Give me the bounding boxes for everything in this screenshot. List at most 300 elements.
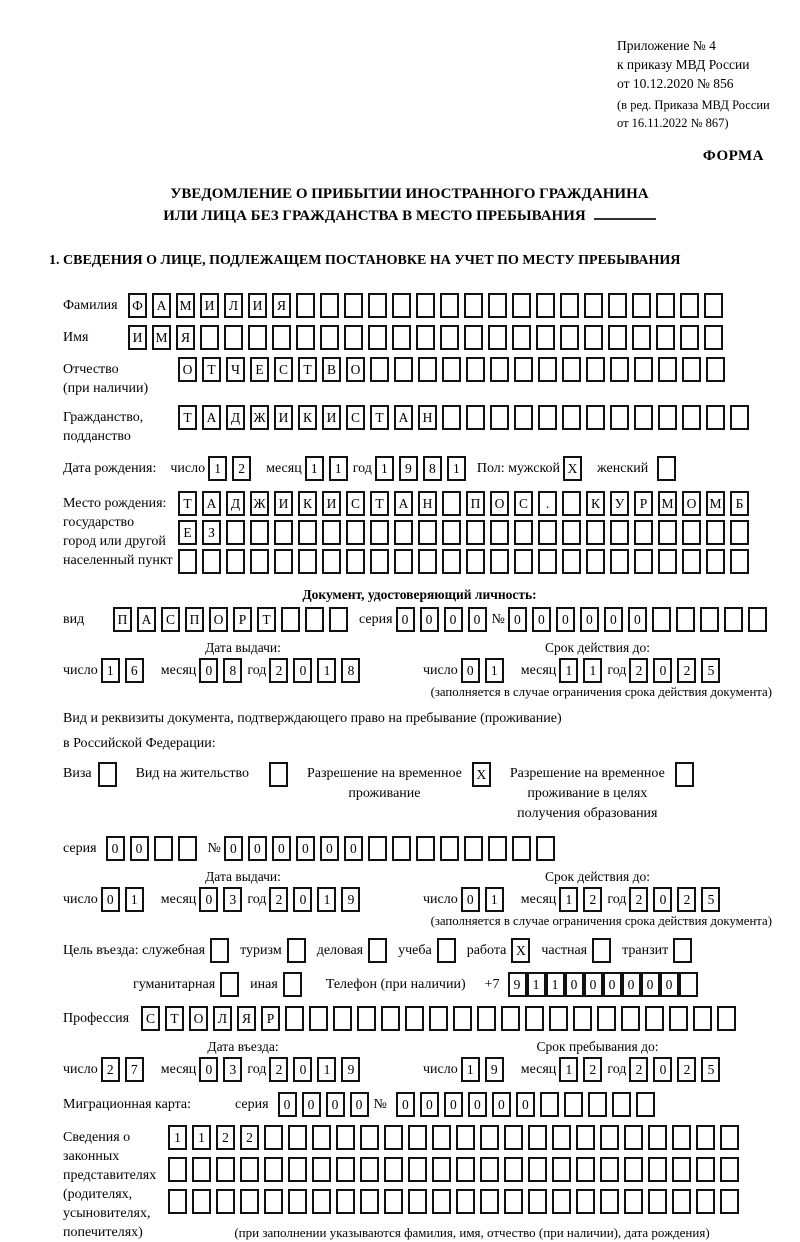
residence-permit-checkbox[interactable] — [269, 762, 293, 787]
char-cell[interactable]: Р — [634, 491, 653, 516]
permit-number-boxes[interactable] — [224, 836, 560, 861]
char-cell[interactable]: 9 — [508, 972, 527, 997]
char-cell[interactable] — [408, 1125, 427, 1150]
char-cell[interactable] — [562, 405, 581, 430]
char-cell[interactable] — [621, 1006, 640, 1031]
purpose-work-checkbox[interactable] — [511, 938, 530, 963]
purpose-humanitarian-checkbox[interactable] — [220, 972, 239, 997]
char-cell[interactable]: Е — [178, 520, 197, 545]
char-cell[interactable] — [538, 520, 557, 545]
char-cell[interactable] — [682, 405, 701, 430]
char-cell[interactable] — [608, 293, 627, 318]
char-cell[interactable] — [224, 325, 243, 350]
char-cell[interactable]: Я — [176, 325, 195, 350]
char-cell[interactable] — [512, 836, 531, 861]
char-cell[interactable] — [490, 357, 509, 382]
stay-day-boxes[interactable] — [461, 1057, 509, 1082]
char-cell[interactable]: К — [298, 405, 317, 430]
char-cell[interactable] — [480, 1125, 499, 1150]
char-cell[interactable]: 0 — [296, 836, 315, 861]
char-cell[interactable]: 5 — [701, 1057, 720, 1082]
char-cell[interactable]: Т — [370, 491, 389, 516]
char-cell[interactable]: 1 — [546, 972, 565, 997]
char-cell[interactable]: 0 — [653, 658, 672, 683]
char-cell[interactable] — [634, 549, 653, 574]
char-cell[interactable] — [573, 1006, 592, 1031]
char-cell[interactable] — [322, 549, 341, 574]
char-cell[interactable]: 0 — [641, 972, 660, 997]
char-cell[interactable] — [538, 357, 557, 382]
char-cell[interactable] — [440, 325, 459, 350]
char-cell[interactable] — [432, 1125, 451, 1150]
migration-card-series-boxes[interactable] — [278, 1092, 374, 1117]
char-cell[interactable]: А — [137, 607, 156, 632]
char-cell[interactable] — [634, 520, 653, 545]
char-cell[interactable] — [392, 836, 411, 861]
birth-month-boxes[interactable] — [305, 456, 353, 481]
char-cell[interactable] — [540, 1092, 559, 1117]
char-cell[interactable]: 0 — [603, 972, 622, 997]
permit-issue-month-boxes[interactable] — [199, 887, 247, 912]
char-cell[interactable] — [514, 520, 533, 545]
char-cell[interactable] — [346, 520, 365, 545]
char-cell[interactable]: Я — [237, 1006, 256, 1031]
char-cell[interactable] — [200, 325, 219, 350]
char-cell[interactable] — [586, 405, 605, 430]
char-cell[interactable] — [329, 607, 348, 632]
char-cell[interactable]: 1 — [305, 456, 324, 481]
char-cell[interactable]: 0 — [420, 1092, 439, 1117]
char-cell[interactable]: 0 — [302, 1092, 321, 1117]
patronymic-boxes[interactable] — [178, 357, 730, 382]
char-cell[interactable]: Я — [272, 293, 291, 318]
char-cell[interactable] — [192, 1157, 211, 1182]
char-cell[interactable]: 0 — [248, 836, 267, 861]
char-cell[interactable] — [525, 1006, 544, 1031]
char-cell[interactable] — [250, 549, 269, 574]
char-cell[interactable] — [730, 405, 749, 430]
char-cell[interactable] — [168, 1157, 187, 1182]
birthplace-boxes-row2[interactable] — [178, 520, 754, 545]
purpose-study-checkbox[interactable] — [437, 938, 456, 963]
char-cell[interactable] — [624, 1125, 643, 1150]
char-cell[interactable]: А — [394, 405, 413, 430]
char-cell[interactable] — [466, 549, 485, 574]
char-cell[interactable] — [394, 357, 413, 382]
birth-day-boxes[interactable] — [208, 456, 256, 481]
char-cell[interactable] — [477, 1006, 496, 1031]
char-cell[interactable] — [178, 836, 197, 861]
char-cell[interactable]: 0 — [444, 1092, 463, 1117]
char-cell[interactable]: 1 — [208, 456, 227, 481]
char-cell[interactable]: С — [514, 491, 533, 516]
char-cell[interactable] — [456, 1157, 475, 1182]
permit-valid-day-boxes[interactable] — [461, 887, 509, 912]
char-cell[interactable] — [588, 1092, 607, 1117]
char-cell[interactable] — [370, 549, 389, 574]
id-valid-day-boxes[interactable] — [461, 658, 509, 683]
char-cell[interactable] — [357, 1006, 376, 1031]
purpose-tourism-checkbox[interactable] — [287, 938, 306, 963]
char-cell[interactable] — [216, 1189, 235, 1214]
char-cell[interactable] — [586, 520, 605, 545]
char-cell[interactable]: И — [322, 405, 341, 430]
char-cell[interactable]: 0 — [532, 607, 551, 632]
char-cell[interactable] — [673, 938, 692, 963]
char-cell[interactable] — [528, 1125, 547, 1150]
char-cell[interactable] — [624, 1157, 643, 1182]
char-cell[interactable] — [658, 357, 677, 382]
char-cell[interactable]: 0 — [272, 836, 291, 861]
char-cell[interactable] — [706, 405, 725, 430]
char-cell[interactable] — [706, 549, 725, 574]
char-cell[interactable] — [576, 1157, 595, 1182]
char-cell[interactable]: 0 — [293, 887, 312, 912]
char-cell[interactable] — [336, 1157, 355, 1182]
birthplace-boxes-row3[interactable] — [178, 549, 754, 574]
char-cell[interactable] — [538, 405, 557, 430]
char-cell[interactable] — [704, 325, 723, 350]
doc-number-boxes[interactable] — [508, 607, 772, 632]
char-cell[interactable] — [240, 1189, 259, 1214]
char-cell[interactable]: 9 — [341, 1057, 360, 1082]
char-cell[interactable] — [504, 1189, 523, 1214]
char-cell[interactable] — [682, 357, 701, 382]
char-cell[interactable]: 1 — [317, 1057, 336, 1082]
char-cell[interactable]: П — [113, 607, 132, 632]
char-cell[interactable]: Ж — [250, 405, 269, 430]
char-cell[interactable]: Л — [213, 1006, 232, 1031]
char-cell[interactable] — [274, 520, 293, 545]
char-cell[interactable] — [480, 1189, 499, 1214]
char-cell[interactable] — [394, 520, 413, 545]
char-cell[interactable] — [466, 405, 485, 430]
char-cell[interactable] — [418, 357, 437, 382]
visa-checkbox[interactable] — [98, 762, 122, 787]
profession-boxes[interactable] — [141, 1006, 741, 1031]
char-cell[interactable] — [730, 549, 749, 574]
char-cell[interactable] — [634, 405, 653, 430]
char-cell[interactable]: 6 — [125, 658, 144, 683]
char-cell[interactable] — [264, 1157, 283, 1182]
char-cell[interactable]: М — [152, 325, 171, 350]
given-name-boxes[interactable] — [128, 325, 728, 350]
char-cell[interactable] — [287, 938, 306, 963]
char-cell[interactable] — [600, 1157, 619, 1182]
char-cell[interactable] — [392, 325, 411, 350]
char-cell[interactable] — [576, 1189, 595, 1214]
char-cell[interactable] — [748, 607, 767, 632]
char-cell[interactable] — [274, 549, 293, 574]
char-cell[interactable]: В — [322, 357, 341, 382]
char-cell[interactable] — [283, 972, 302, 997]
entry-day-boxes[interactable] — [101, 1057, 149, 1082]
char-cell[interactable] — [634, 357, 653, 382]
char-cell[interactable]: 2 — [583, 887, 602, 912]
representatives-boxes-row3[interactable] — [168, 1189, 744, 1214]
char-cell[interactable] — [480, 1157, 499, 1182]
char-cell[interactable] — [488, 836, 507, 861]
char-cell[interactable] — [536, 836, 555, 861]
char-cell[interactable]: . — [538, 491, 557, 516]
char-cell[interactable]: 0 — [199, 887, 218, 912]
entry-year-boxes[interactable] — [269, 1057, 365, 1082]
char-cell[interactable] — [675, 762, 694, 787]
char-cell[interactable] — [405, 1006, 424, 1031]
char-cell[interactable] — [336, 1125, 355, 1150]
char-cell[interactable]: И — [200, 293, 219, 318]
char-cell[interactable] — [624, 1189, 643, 1214]
char-cell[interactable]: 0 — [396, 1092, 415, 1117]
char-cell[interactable] — [704, 293, 723, 318]
sex-male-checkbox[interactable] — [563, 456, 587, 481]
char-cell[interactable]: X — [511, 938, 530, 963]
char-cell[interactable] — [216, 1157, 235, 1182]
migration-card-number-boxes[interactable] — [396, 1092, 660, 1117]
char-cell[interactable] — [98, 762, 117, 787]
char-cell[interactable] — [648, 1189, 667, 1214]
char-cell[interactable] — [442, 491, 461, 516]
char-cell[interactable] — [442, 520, 461, 545]
char-cell[interactable]: 2 — [677, 658, 696, 683]
char-cell[interactable]: Н — [418, 405, 437, 430]
char-cell[interactable] — [672, 1125, 691, 1150]
char-cell[interactable] — [264, 1189, 283, 1214]
char-cell[interactable] — [442, 405, 461, 430]
char-cell[interactable]: 0 — [584, 972, 603, 997]
char-cell[interactable] — [298, 520, 317, 545]
char-cell[interactable]: 5 — [701, 658, 720, 683]
sex-female-checkbox[interactable] — [657, 456, 681, 481]
char-cell[interactable]: 1 — [485, 887, 504, 912]
char-cell[interactable]: И — [248, 293, 267, 318]
char-cell[interactable] — [344, 325, 363, 350]
char-cell[interactable] — [693, 1006, 712, 1031]
char-cell[interactable] — [706, 520, 725, 545]
char-cell[interactable] — [528, 1157, 547, 1182]
char-cell[interactable] — [538, 549, 557, 574]
char-cell[interactable]: О — [682, 491, 701, 516]
char-cell[interactable] — [240, 1157, 259, 1182]
char-cell[interactable] — [514, 357, 533, 382]
char-cell[interactable]: 1 — [317, 887, 336, 912]
char-cell[interactable] — [549, 1006, 568, 1031]
temp-residence-checkbox[interactable] — [472, 762, 496, 787]
char-cell[interactable] — [312, 1125, 331, 1150]
char-cell[interactable]: X — [472, 762, 491, 787]
char-cell[interactable]: Р — [261, 1006, 280, 1031]
char-cell[interactable]: 0 — [516, 1092, 535, 1117]
char-cell[interactable]: 0 — [468, 1092, 487, 1117]
char-cell[interactable]: Д — [226, 491, 245, 516]
char-cell[interactable] — [562, 357, 581, 382]
char-cell[interactable] — [504, 1125, 523, 1150]
char-cell[interactable] — [429, 1006, 448, 1031]
char-cell[interactable] — [724, 607, 743, 632]
char-cell[interactable] — [346, 549, 365, 574]
char-cell[interactable]: 2 — [629, 887, 648, 912]
char-cell[interactable] — [370, 520, 389, 545]
char-cell[interactable] — [610, 520, 629, 545]
char-cell[interactable] — [672, 1189, 691, 1214]
char-cell[interactable] — [288, 1189, 307, 1214]
char-cell[interactable] — [368, 325, 387, 350]
char-cell[interactable]: П — [185, 607, 204, 632]
char-cell[interactable] — [490, 405, 509, 430]
char-cell[interactable] — [320, 293, 339, 318]
char-cell[interactable]: 1 — [485, 658, 504, 683]
char-cell[interactable]: Н — [418, 491, 437, 516]
char-cell[interactable] — [720, 1189, 739, 1214]
char-cell[interactable]: 1 — [101, 658, 120, 683]
char-cell[interactable]: 0 — [224, 836, 243, 861]
char-cell[interactable]: 7 — [125, 1057, 144, 1082]
char-cell[interactable] — [592, 938, 611, 963]
char-cell[interactable]: 2 — [232, 456, 251, 481]
char-cell[interactable]: А — [202, 405, 221, 430]
id-valid-month-boxes[interactable] — [559, 658, 607, 683]
char-cell[interactable] — [368, 938, 387, 963]
char-cell[interactable] — [360, 1189, 379, 1214]
char-cell[interactable] — [309, 1006, 328, 1031]
char-cell[interactable]: 0 — [468, 607, 487, 632]
char-cell[interactable]: Ф — [128, 293, 147, 318]
char-cell[interactable]: 3 — [223, 887, 242, 912]
char-cell[interactable] — [168, 1189, 187, 1214]
char-cell[interactable] — [296, 293, 315, 318]
char-cell[interactable]: О — [209, 607, 228, 632]
char-cell[interactable] — [706, 357, 725, 382]
char-cell[interactable] — [360, 1125, 379, 1150]
char-cell[interactable] — [288, 1125, 307, 1150]
char-cell[interactable]: М — [658, 491, 677, 516]
char-cell[interactable] — [672, 1157, 691, 1182]
char-cell[interactable] — [600, 1189, 619, 1214]
char-cell[interactable] — [656, 293, 675, 318]
char-cell[interactable]: 9 — [341, 887, 360, 912]
char-cell[interactable]: А — [152, 293, 171, 318]
char-cell[interactable] — [192, 1189, 211, 1214]
char-cell[interactable] — [368, 293, 387, 318]
char-cell[interactable]: 0 — [604, 607, 623, 632]
char-cell[interactable] — [296, 325, 315, 350]
char-cell[interactable]: 2 — [269, 658, 288, 683]
char-cell[interactable]: Л — [224, 293, 243, 318]
char-cell[interactable] — [250, 520, 269, 545]
char-cell[interactable] — [370, 357, 389, 382]
char-cell[interactable] — [333, 1006, 352, 1031]
char-cell[interactable] — [586, 549, 605, 574]
char-cell[interactable]: 0 — [461, 887, 480, 912]
char-cell[interactable]: С — [346, 405, 365, 430]
char-cell[interactable]: С — [161, 607, 180, 632]
char-cell[interactable] — [648, 1125, 667, 1150]
char-cell[interactable]: С — [141, 1006, 160, 1031]
char-cell[interactable] — [360, 1157, 379, 1182]
char-cell[interactable] — [437, 938, 456, 963]
char-cell[interactable]: 0 — [293, 658, 312, 683]
char-cell[interactable] — [440, 293, 459, 318]
char-cell[interactable] — [226, 520, 245, 545]
char-cell[interactable] — [608, 325, 627, 350]
char-cell[interactable] — [586, 357, 605, 382]
purpose-other-checkbox[interactable] — [283, 972, 302, 997]
char-cell[interactable]: 2 — [240, 1125, 259, 1150]
char-cell[interactable]: 5 — [701, 887, 720, 912]
char-cell[interactable] — [368, 836, 387, 861]
char-cell[interactable] — [416, 836, 435, 861]
char-cell[interactable] — [682, 520, 701, 545]
char-cell[interactable] — [720, 1157, 739, 1182]
char-cell[interactable] — [612, 1092, 631, 1117]
char-cell[interactable] — [442, 357, 461, 382]
char-cell[interactable] — [560, 293, 579, 318]
char-cell[interactable]: 0 — [565, 972, 584, 997]
char-cell[interactable]: 1 — [583, 658, 602, 683]
char-cell[interactable] — [432, 1189, 451, 1214]
char-cell[interactable] — [562, 520, 581, 545]
char-cell[interactable] — [488, 325, 507, 350]
char-cell[interactable]: 0 — [508, 607, 527, 632]
char-cell[interactable] — [501, 1006, 520, 1031]
char-cell[interactable] — [679, 972, 698, 997]
char-cell[interactable] — [408, 1189, 427, 1214]
char-cell[interactable] — [384, 1189, 403, 1214]
char-cell[interactable] — [464, 836, 483, 861]
char-cell[interactable]: 9 — [399, 456, 418, 481]
char-cell[interactable] — [562, 491, 581, 516]
char-cell[interactable] — [512, 325, 531, 350]
char-cell[interactable] — [700, 607, 719, 632]
char-cell[interactable]: 1 — [559, 1057, 578, 1082]
char-cell[interactable]: С — [346, 491, 365, 516]
char-cell[interactable]: И — [128, 325, 147, 350]
char-cell[interactable] — [682, 549, 701, 574]
char-cell[interactable] — [305, 607, 324, 632]
char-cell[interactable]: 0 — [130, 836, 149, 861]
char-cell[interactable] — [610, 549, 629, 574]
char-cell[interactable]: 0 — [653, 1057, 672, 1082]
permit-series-boxes[interactable] — [106, 836, 202, 861]
char-cell[interactable] — [696, 1189, 715, 1214]
char-cell[interactable]: Б — [730, 491, 749, 516]
surname-boxes[interactable] — [128, 293, 728, 318]
char-cell[interactable]: О — [490, 491, 509, 516]
char-cell[interactable]: 0 — [326, 1092, 345, 1117]
char-cell[interactable] — [528, 1189, 547, 1214]
char-cell[interactable] — [645, 1006, 664, 1031]
char-cell[interactable]: 2 — [216, 1125, 235, 1150]
citizenship-boxes[interactable] — [178, 405, 754, 430]
entry-month-boxes[interactable] — [199, 1057, 247, 1082]
char-cell[interactable] — [466, 520, 485, 545]
char-cell[interactable] — [658, 520, 677, 545]
char-cell[interactable]: 1 — [461, 1057, 480, 1082]
char-cell[interactable]: X — [563, 456, 582, 481]
char-cell[interactable]: 2 — [677, 1057, 696, 1082]
char-cell[interactable]: 0 — [556, 607, 575, 632]
char-cell[interactable]: 1 — [559, 887, 578, 912]
char-cell[interactable]: 1 — [527, 972, 546, 997]
char-cell[interactable]: А — [202, 491, 221, 516]
char-cell[interactable] — [392, 293, 411, 318]
char-cell[interactable] — [717, 1006, 736, 1031]
char-cell[interactable] — [658, 549, 677, 574]
char-cell[interactable] — [552, 1125, 571, 1150]
temp-residence-edu-checkbox[interactable] — [675, 762, 699, 787]
char-cell[interactable]: К — [298, 491, 317, 516]
id-issue-day-boxes[interactable] — [101, 658, 149, 683]
